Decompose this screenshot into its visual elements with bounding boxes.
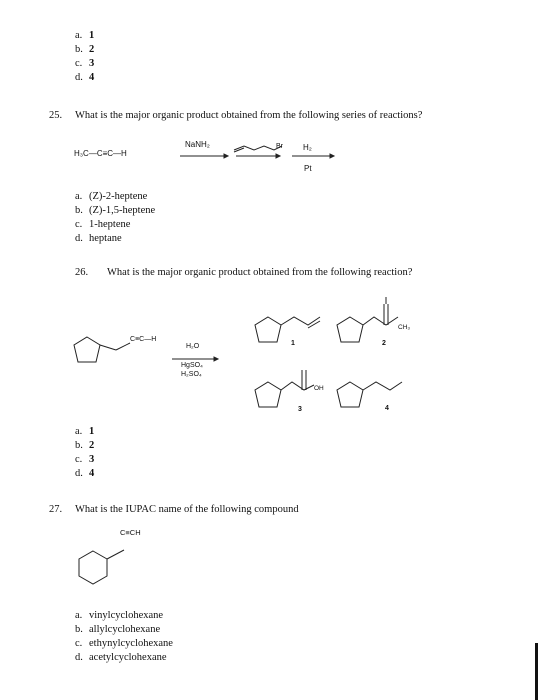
q24-option-b: b. 2 — [75, 44, 95, 55]
product-2-ring — [337, 317, 363, 342]
q26-option-b: b. 2 — [75, 440, 95, 451]
q25-option-d: d. heptane — [75, 233, 122, 244]
q25-number: 25. — [49, 110, 63, 121]
product-3-chain — [281, 382, 314, 390]
q27-alkyne-label: C≡CH — [120, 528, 141, 537]
q24-option-c: c. 3 — [75, 58, 95, 69]
q26-number: 26. — [75, 267, 89, 278]
q25-option-b: b. (Z)-1,5-heptene — [75, 205, 156, 216]
product-1-ring — [255, 317, 281, 342]
q26-reagent-water: H₂O — [186, 343, 200, 350]
q27-substituent-bond — [107, 550, 124, 559]
product-3-oh-label: OH — [314, 385, 324, 392]
q25-br-label: Br — [276, 143, 283, 150]
product-4-chain — [363, 382, 402, 390]
q26-reagent-h2so4: H₂SO₄ — [181, 371, 202, 378]
product-1-label: 1 — [291, 340, 295, 347]
product-1-chain — [281, 317, 320, 325]
q27-option-c: c. ethynylcyclohexane — [75, 638, 173, 649]
q27-cyclohexane-ring — [79, 551, 107, 584]
q25-option-c: c. 1-heptene — [75, 219, 131, 230]
product-2-chain — [363, 317, 398, 325]
q26-text: What is the major organic product obtained from the following reaction? — [107, 267, 413, 278]
q25-reagent-nanh2: NaNH₂ — [185, 140, 210, 149]
product-2-label: 2 — [382, 340, 386, 347]
q27-option-b: b. allylcyclohexane — [75, 624, 161, 635]
q27-option-d: d. acetylcyclohexane — [75, 652, 167, 663]
q25-option-a: a. (Z)-2-heptene — [75, 191, 148, 202]
q27-text: What is the IUPAC name of the following compound — [75, 504, 299, 515]
q26-option-c: c. 3 — [75, 454, 95, 465]
q26-option-a: a. 1 — [75, 426, 95, 437]
product-4-ring — [337, 382, 363, 407]
q26-option-d: d. 4 — [75, 468, 95, 479]
q26-arrow-head — [214, 357, 218, 361]
q26-alkyne-label: C≡C—H — [130, 336, 157, 343]
q25-reactant: H₃C—C≡C—H — [74, 149, 127, 158]
product-2-ch3-label: CH₃ — [398, 324, 411, 331]
product-3-label: 3 — [298, 406, 302, 413]
q25-reagent-pt: Pt — [304, 164, 312, 173]
product-1-double-bond — [308, 321, 320, 328]
q25-text: What is the major organic product obtained from the following series of reactions? — [75, 110, 423, 121]
q27-number: 27. — [49, 504, 63, 515]
q26-reactant-bond — [100, 345, 116, 350]
product-4-label: 4 — [385, 405, 389, 412]
q26-reactant-cyclopentane — [74, 337, 100, 362]
q26-reactant-ch2-bond — [116, 343, 130, 350]
product-3-ring — [255, 382, 281, 407]
q24-option-d: d. 4 — [75, 72, 95, 83]
q25-reagent-h2: H₂ — [303, 143, 312, 152]
scrollbar[interactable] — [535, 643, 538, 700]
q26-reagent-hgso4: HgSO₄ — [181, 362, 203, 369]
q27-option-a: a. vinylcyclohexane — [75, 610, 164, 621]
q24-option-a: a. 1 — [75, 30, 95, 41]
